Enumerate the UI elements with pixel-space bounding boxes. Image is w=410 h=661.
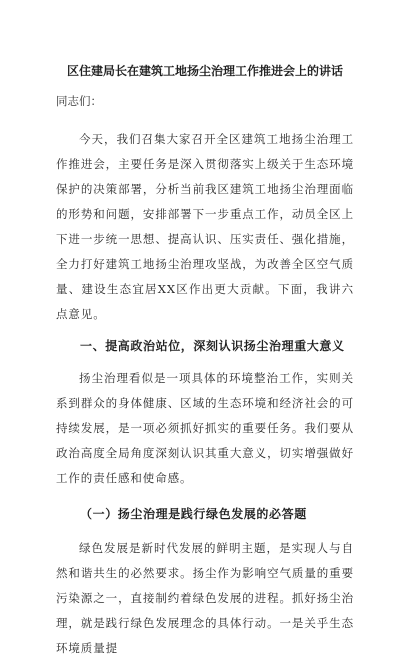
paragraph-opening: 今天，我们召集大家召开全区建筑工地扬尘治理工作推进会，主要任务是深入贯彻落实上级关于生态环境保护的决策部署，分析当前我区建筑工地扬尘治理面临的形势和问题，安排部署下一步重点工作，动员全区上下进一步统一思想、提高认识、压实责任、强化措施，全力打好建筑工地扬尘治理攻坚战，为改善全区空气质量、建设生态宜居XX区作出更大贡献。下面，我讲六点意见。 — [56, 132, 354, 321]
salutation: 同志们： — [56, 94, 102, 108]
paragraph-subsection-1: 绿色发展是新时代发展的鲜明主题，是实现人与自然和谐共生的必然要求。扬尘作为影响空气质量的重要污染源之一，直接制约着绿色发展的进程。抓好扬尘治理，就是践行绿色发展理念的具体行动。一是关乎生态环境质量提 — [56, 541, 354, 655]
subsection-heading-1: （一）扬尘治理是践行绿色发展的必答题 — [80, 507, 307, 521]
paragraph-section-1: 扬尘治理看似是一项具体的环境整治工作，实则关系到群众的身体健康、区域的生态环境和经济社会的可持续发展，是一项必须抓好抓实的重要任务。我们要从政治高度全局角度深刻认识其重大意义，切实增强做好工作的责任感和使命感。 — [56, 371, 354, 485]
section-heading-1: 一、提高政治站位，深刻认识扬尘治理重大意义 — [80, 339, 345, 353]
document-title: 区住建局长在建筑工地扬尘治理工作推进会上的讲话 — [66, 64, 343, 78]
